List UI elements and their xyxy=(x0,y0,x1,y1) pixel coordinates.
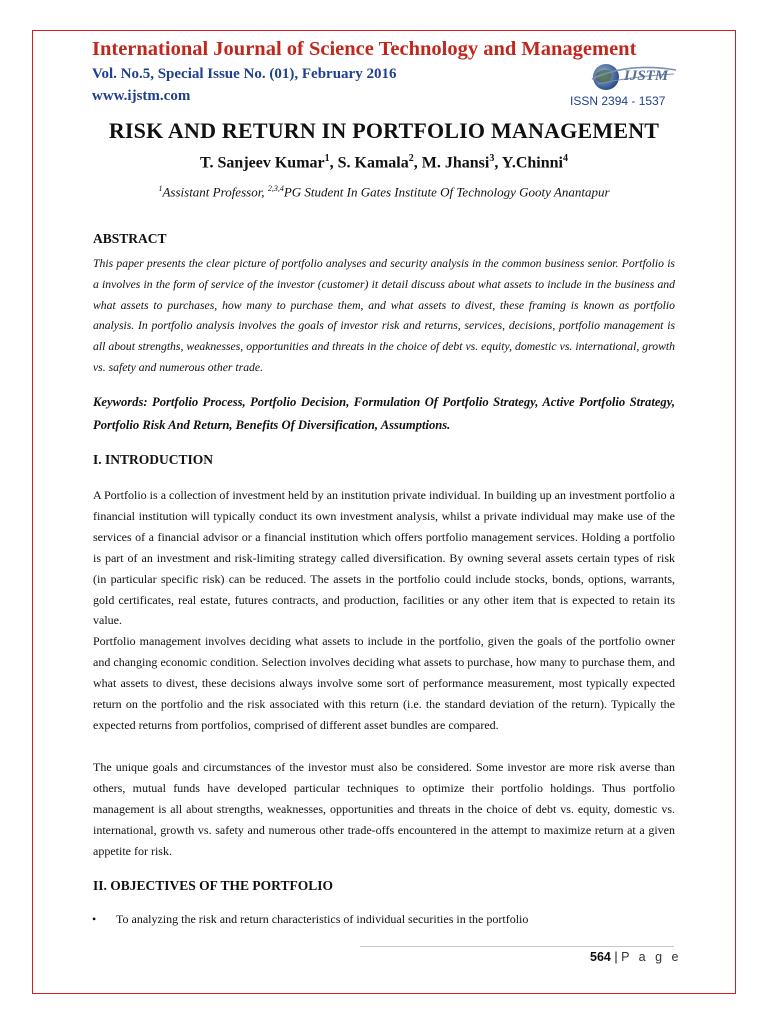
author-sup: 1 xyxy=(324,153,330,164)
author-sup: 3 xyxy=(489,153,495,164)
author-name: T. Sanjeev Kumar xyxy=(200,154,325,172)
page-footer: 564 | P a g e xyxy=(590,950,682,964)
author-sup: 4 xyxy=(562,153,568,164)
issn: ISSN 2394 - 1537 xyxy=(570,94,666,108)
author-list: T. Sanjeev Kumar$^1$, S. Kamala$^2$, M. Jhansi$^3$, Y.Chinni$^4$ xyxy=(200,153,568,172)
list-item: • To analyzing the risk and return characteristics of individual securities in the portfolio xyxy=(92,912,529,926)
intro-paragraph-2: Portfolio management involves deciding what assets to include in the portfolio, given the goals of the portfolio owner and changing economic condition. Selection involves deciding what assets to purchase, how many to purchase them, and what assets to divest, these decisions always involve some sort of performance measurement, most typically expected return on the portfolio and the risk associated with this return (i.e. the standard deviation of the return). Typically the expected returns from portfolios, comprised of different asset bundles are compared. xyxy=(93,634,675,732)
author-name: M. Jhansi xyxy=(421,154,490,172)
paper-title: RISK AND RETURN IN PORTFOLIO MANAGEMENT xyxy=(108,118,660,143)
affiliation: $^1$Assistant Professor, $^{2,3,4}$PG Student In Gates Institute Of Technology Gooty Anantapur xyxy=(158,184,610,200)
author-name: S. Kamala xyxy=(337,154,409,172)
page-number: 564 xyxy=(590,950,611,964)
footer-divider xyxy=(360,946,674,947)
introduction-heading: I. INTRODUCTION xyxy=(93,452,214,467)
volume-info: Vol. No.5, Special Issue No. (01), February 2016 xyxy=(92,66,397,82)
intro-paragraph-1: A Portfolio is a collection of investment held by an institution private individual. In building up an investment portfolio a financial institution will typically conduct its own investment analysis, whilst a private individual may make use of the services of a financial advisor or a financial institution which offers portfolio management services. Holding a portfolio is part of an investment and risk-limiting strategy called diversification. By owning several assets certain types of risk (in particular specific risk) can be reduced. The assets in the portfolio could include stocks, bonds, options, warrants, gold certificates, real estate, futures contracts, and production, facilities or any other item that is expected to retain its value. xyxy=(93,488,675,628)
bullet-icon: • xyxy=(92,912,97,926)
author-sup: 2 xyxy=(408,153,414,164)
journal-logo-icon xyxy=(588,58,680,94)
abstract-text: This paper presents the clear picture of portfolio analyses and security analysis in the common business senior. Portfolio is a involves in the form of service of the investor (customer) it detail discuss about what assets to include in the business and what assets to purchases, how many to purchase them, and what assets to divest, these framing is known as portfolio analysis. In portfolio analysis involves the goals of investor risk and returns, services, decisions, portfolio management is all about strengths, weaknesses, opportunities and threats in the choice of debt vs. equity, domestic vs. international, growth vs. safety and numerous other trade. xyxy=(93,257,675,374)
abstract-heading: ABSTRACT xyxy=(93,231,167,246)
journal-title: International Journal of Science Technology and Management xyxy=(92,38,637,60)
page-label: P a g e xyxy=(621,950,682,964)
keywords: Keywords: Portfolio Process, Portfolio Decision, Formulation Of Portfolio Strategy, Active Portfolio Strategy, Portfolio Risk And Return, Benefits Of Diversification, Assumptions. xyxy=(93,395,675,432)
objectives-heading: II. OBJECTIVES OF THE PORTFOLIO xyxy=(93,878,333,893)
journal-url[interactable]: www.ijstm.com xyxy=(92,88,191,104)
svg-text:IJSTM: IJSTM xyxy=(624,68,669,84)
intro-paragraph-3: The unique goals and circumstances of the investor must also be considered. Some investor are more risk averse than others, mutual funds have developed particular techniques to optimize their portfolio holdings. Thus portfolio management is all about strengths, weaknesses, opportunities and threats in the choice of debt vs. equity, domestic vs. international, growth vs. safety and numerous other trade-offs encountered in the attempt to maximize return at a given appetite for risk. xyxy=(93,760,675,858)
author-name: Y.Chinni xyxy=(501,154,563,172)
